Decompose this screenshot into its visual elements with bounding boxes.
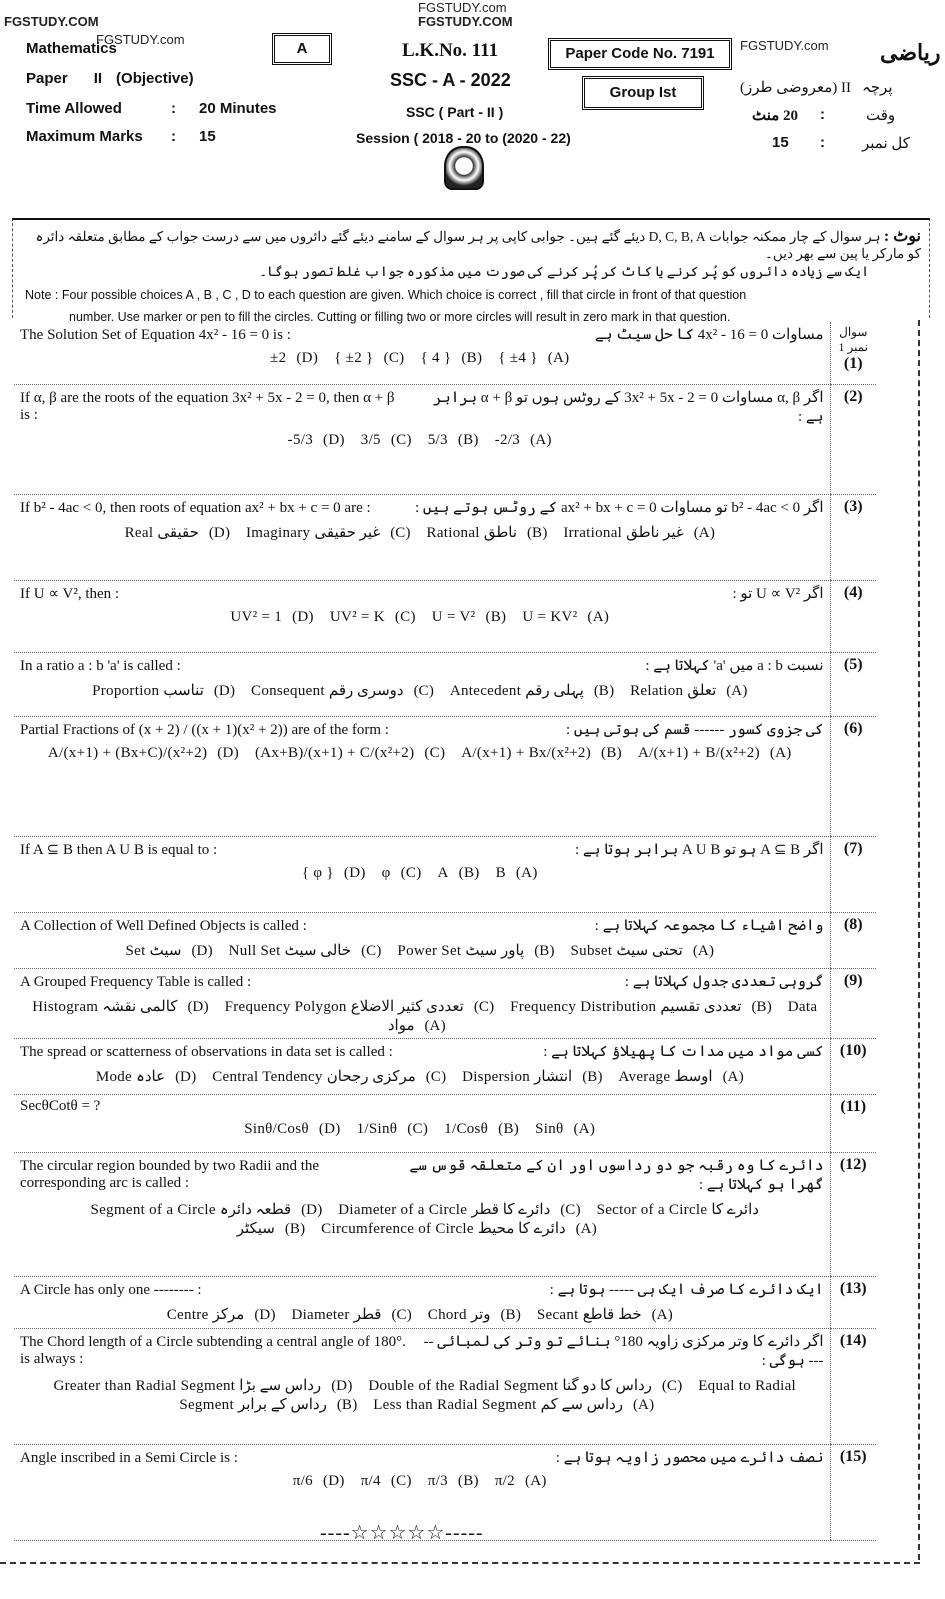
version-box: A [272, 33, 332, 65]
option-key[interactable]: (C) [390, 1472, 412, 1489]
option-key[interactable]: (C) [425, 1068, 447, 1085]
question-body [14, 1328, 830, 1444]
option-value: UV² = 1 [230, 608, 283, 625]
option-value: Histogram کالمی نقشہ [32, 998, 178, 1015]
question-number: (4) [830, 580, 876, 652]
question-body [14, 716, 830, 836]
marks-urdu-label: کل نمبر [862, 136, 910, 152]
question-body [14, 1038, 830, 1094]
option-key[interactable]: (A) [530, 431, 552, 448]
question-text-english: Partial Fractions of (x + 2) / ((x + 1)(x² + 2)) are of the form : [20, 721, 389, 738]
question-text-urdu: اگر b² - 4ac < 0 تو مساوات ax² + bx + c = 0 کے روٹس ہوتے ہیں : [415, 499, 824, 516]
option-key[interactable]: (C) [394, 608, 416, 625]
option-key[interactable]: (A) [575, 1220, 597, 1237]
question-number: سوال نمبر 1 (1) [830, 322, 876, 384]
option-key[interactable]: (C) [661, 1377, 683, 1394]
answer-options [20, 681, 824, 700]
option-key[interactable]: (C) [560, 1201, 581, 1218]
question-row [14, 1276, 876, 1328]
questions-table [14, 322, 876, 1541]
option-value: Frequency Polygon تعددی کثیر الاضلاع [224, 998, 464, 1015]
question-row [14, 1038, 876, 1094]
option-value: Circumference of Circle دائرے کا محیط [321, 1220, 566, 1237]
question-text-urdu: کی جزوی کسور ------ قسم کی ہوتی ہیں : [566, 721, 824, 738]
question-row [14, 968, 876, 1038]
option-value: Relation تعلق [630, 682, 717, 699]
option-value: { φ } [301, 864, 334, 881]
option-value: Secant خط قاطع [536, 1306, 642, 1323]
question-row [14, 912, 876, 968]
question-body [14, 912, 830, 968]
answer-options [20, 865, 824, 882]
option-key[interactable]: (A) [722, 1068, 744, 1085]
option-value: Frequency Distribution تعددی تقسیم [510, 998, 742, 1015]
question-text-urdu: ایک دائرے کا صرف ایک ہی ----- ہوتا ہے : [549, 1281, 824, 1298]
question-number: (7) [830, 836, 876, 912]
question-body [14, 384, 830, 494]
question-number: (6) [830, 716, 876, 836]
marks-line: Maximum Marks : 15 [26, 128, 216, 145]
option-key[interactable]: (C) [424, 744, 446, 761]
option-key[interactable]: (C) [473, 998, 495, 1015]
question-text-english: If b² - 4ac < 0, then roots of equation ax² + bx + c = 0 are : [20, 499, 371, 516]
paper-urdu-label: پرچہ [862, 80, 893, 96]
option-key[interactable]: (C) [390, 524, 411, 541]
question-text-urdu: نسبت a : b میں 'a' کہلاتا ہے : [645, 657, 824, 674]
question-row [14, 322, 876, 384]
time-label: Time Allowed [26, 100, 122, 117]
option-value: π/4 [360, 1472, 381, 1489]
option-value: Proportion تناسب [92, 682, 204, 699]
option-value: Dispersion انتشار [462, 1068, 573, 1085]
answer-options [20, 941, 824, 960]
paper-label: Paper [26, 70, 68, 87]
option-value: Irrational غیر ناطق [563, 524, 684, 541]
option-key[interactable]: (A) [633, 1396, 655, 1413]
option-key[interactable]: (B) [593, 682, 615, 699]
option-value: Data مواد [387, 998, 818, 1034]
question-text-english: If U ∝ V², then : [20, 585, 120, 602]
answer-options [20, 609, 824, 626]
option-key[interactable]: (B) [527, 524, 548, 541]
question-text-urdu: اگر α, β مساوات 0 = 2 - 3x² + 5x کے روٹس ہوں تو α + β برابر ہے : [433, 389, 824, 425]
bottom-divider [0, 1562, 920, 1564]
option-key[interactable]: (D) [213, 682, 236, 699]
paper-number: II [93, 70, 103, 87]
question-text-urdu: اگر U ∝ V² تو : [732, 585, 824, 602]
time-value: 20 Minutes [199, 100, 277, 117]
question-text-urdu: مساوات 0 = 16 - 4x² کا حل سیٹ ہے [594, 327, 824, 343]
question-body [14, 494, 830, 580]
option-value: -2/3 [494, 431, 521, 448]
note-urdu-line2: ایک سے زیادہ دائروں کو پُر کرنے یا کاٹ کر پُر کرنے کی صورت میں مذکورہ جواب غلط تصور ہوگا۔ [259, 264, 869, 279]
paper-urdu-value: II (معروضی طرز) [740, 80, 851, 96]
watermark: FGSTUDY.com [418, 0, 507, 15]
marks-urdu-value: 15 [772, 134, 789, 151]
answer-options [20, 1473, 824, 1490]
question-text-english: SecθCotθ = ? [20, 1097, 101, 1114]
option-value: Central Tendency مرکزی رجحان [212, 1068, 416, 1085]
option-key[interactable]: (D) [208, 524, 230, 541]
option-key[interactable]: (A) [573, 1120, 596, 1137]
question-text-urdu: دائرے کا وہ رقبہ جو دو رداسوں اور ان کے متعلقہ قوس سے گھرا ہو کہلاتا ہے : [409, 1157, 824, 1193]
option-value: Subset تحتی سیٹ [570, 942, 683, 959]
option-value: 3/5 [360, 431, 381, 448]
paper-code-box: Paper Code No. 7191 [548, 38, 732, 70]
option-value: U = V² [431, 608, 476, 625]
option-key[interactable]: (A) [692, 942, 714, 959]
question-row [14, 1152, 876, 1276]
question-number: (11) [830, 1094, 876, 1152]
option-value: Diameter قطر [291, 1306, 382, 1323]
option-value: 5/3 [427, 431, 448, 448]
time-urdu-value: 20 منٹ [752, 108, 799, 124]
option-key[interactable]: (C) [361, 942, 382, 959]
page-border [918, 320, 920, 1560]
option-key[interactable]: (B) [458, 864, 480, 881]
group-box: Group Ist [582, 76, 704, 110]
option-key[interactable]: (B) [500, 1306, 521, 1323]
option-key[interactable]: (D) [322, 1472, 345, 1489]
question-text-english: In a ratio a : b 'a' is called : [20, 657, 181, 674]
question-row [14, 384, 876, 494]
option-key[interactable]: (D) [292, 608, 314, 625]
option-value: Double of the Radial Segment رداس کا دو گنا [368, 1377, 652, 1394]
answer-options [20, 997, 824, 1035]
option-value: Average اوسط [618, 1068, 713, 1085]
option-key[interactable]: (B) [485, 608, 507, 625]
option-key[interactable]: (D) [318, 1120, 341, 1137]
option-key[interactable]: (A) [769, 744, 792, 761]
option-value: U = KV² [522, 608, 578, 625]
option-key[interactable]: (D) [301, 1201, 323, 1218]
question-body [14, 1152, 830, 1276]
question-row [14, 494, 876, 580]
note-urdu: نوٹ : ہر سوال کے چار ممکنہ جوابات D, C, B, A دیئے گئے ہیں۔ جوابی کاپی پر ہر سوال کے سامنے دیئے گئے دائروں میں سے درست جواب کے مطابق متعلقہ دائرہ کو مارکر یا پین سے بھر دیں۔ [35, 228, 921, 261]
watermark: FGSTUDY.COM [4, 14, 99, 29]
option-key[interactable]: (C) [413, 682, 434, 699]
option-value: 1/Cosθ [444, 1120, 489, 1137]
answer-options [20, 1121, 824, 1138]
option-value: -5/3 [287, 431, 314, 448]
question-body [14, 652, 830, 716]
option-key[interactable]: (D) [331, 1377, 353, 1394]
question-row [14, 1094, 876, 1152]
option-key[interactable]: (A) [726, 682, 748, 699]
watermark: FGSTUDY.com [96, 32, 185, 47]
question-text-english: The spread or scatterness of observations in data set is called : [20, 1043, 393, 1060]
time-line: Time Allowed : 20 Minutes [26, 100, 277, 117]
option-key[interactable]: (A) [547, 350, 570, 366]
option-key[interactable]: (D) [191, 942, 213, 959]
option-key[interactable]: (A) [524, 1472, 547, 1489]
paper-type: (Objective) [116, 70, 194, 87]
option-key[interactable]: (A) [515, 864, 538, 881]
option-value: Chord وتر [427, 1306, 491, 1323]
option-value: π/6 [292, 1472, 313, 1489]
option-value: 1/Sinθ [356, 1120, 398, 1137]
session: Session ( 2018 - 20 to (2020 - 22) [356, 130, 571, 146]
option-key[interactable]: (D) [343, 864, 366, 881]
question-label-urdu: سوال نمبر 1 [838, 325, 869, 354]
option-value: A/(x+1) + B/(x²+2) [637, 744, 760, 761]
watermark: FGSTUDY.com [740, 38, 829, 53]
answer-options [20, 350, 824, 367]
option-key[interactable]: (C) [391, 1306, 412, 1323]
subject: Mathematics [26, 40, 117, 57]
option-value: ±2 [270, 350, 287, 366]
question-text-urdu: گروہی تعددی جدول کہلاتا ہے : [624, 973, 824, 990]
option-value: π/3 [427, 1472, 448, 1489]
time-urdu-label: وقت [866, 108, 896, 124]
option-value: Sinθ [535, 1120, 564, 1137]
option-value: Consequent دوسری رقم [251, 682, 404, 699]
watermark: FGSTUDY.COM [418, 14, 513, 29]
answer-options [20, 1200, 824, 1238]
option-key[interactable]: (A) [651, 1306, 673, 1323]
question-text-english: If A ⊆ B then A U B is equal to : [20, 841, 218, 858]
answer-options [20, 1067, 824, 1086]
option-value: Greater than Radial Segment رداس سے بڑا [53, 1377, 322, 1394]
question-row [14, 580, 876, 652]
option-value: (Ax+B)/(x+1) + C/(x²+2) [255, 744, 415, 761]
exam-title: SSC - A - 2022 [390, 70, 511, 90]
question-text-english: The Chord length of a Circle subtending a central angle of 180°. is always : [20, 1333, 406, 1367]
instructions-note [12, 218, 930, 324]
option-key[interactable]: (D) [187, 998, 209, 1015]
board-logo-icon [444, 146, 484, 190]
question-body [14, 1094, 830, 1152]
option-value: { ±4 } [498, 350, 538, 366]
option-key[interactable]: (B) [498, 1120, 520, 1137]
question-number: (2) [830, 384, 876, 494]
option-key[interactable]: (B) [457, 431, 479, 448]
question-row [14, 836, 876, 912]
option-value: Real حقیقی [124, 524, 199, 541]
question-text-english: A Circle has only one -------- : [20, 1281, 202, 1298]
question-text-urdu: نصف دائرے میں محصور زاویہ ہوتا ہے : [555, 1449, 824, 1466]
option-value: B [495, 864, 506, 881]
option-key[interactable]: (D) [217, 744, 239, 761]
question-number: (9) [830, 968, 876, 1038]
question-body [14, 1276, 830, 1328]
option-value: Sinθ/Cosθ [244, 1120, 309, 1137]
option-value: A [437, 864, 449, 881]
question-body [14, 580, 830, 652]
question-number: (15) [830, 1444, 876, 1540]
option-key[interactable]: (B) [751, 998, 772, 1015]
question-text-urdu: اگر دائرے کا وتر مرکزی زاویہ 180° بنائے تو وتر کی لمبائی ----- ہوگی : [423, 1333, 824, 1369]
question-number: (5) [830, 652, 876, 716]
question-text-urdu: واضح اشیاء کا مجموعہ کہلاتا ہے : [594, 917, 824, 934]
note-english-line2: number. Use marker or pen to fill the circles. Cutting or filling two or more circles will result in zero mark in that question. [69, 310, 731, 324]
option-key[interactable]: (A) [424, 1017, 446, 1034]
lk-number: L.K.No. 111 [402, 40, 499, 61]
option-key[interactable]: (B) [534, 942, 555, 959]
option-key[interactable]: (A) [587, 608, 610, 625]
option-value: Set سیٹ [125, 942, 182, 959]
answer-options [20, 432, 824, 449]
question-text-english: The Solution Set of Equation 4x² - 16 = 0 is : [20, 327, 291, 343]
option-key[interactable]: (B) [582, 1068, 603, 1085]
question-number: (3) [830, 494, 876, 580]
answer-options [20, 523, 824, 542]
option-value: Segment of a Circle قطعہ دائرہ [90, 1201, 292, 1218]
question-text-english: Angle inscribed in a Semi Circle is : [20, 1449, 238, 1466]
answer-options [20, 1376, 824, 1414]
answer-options [20, 745, 824, 762]
option-value: A/(x+1) + Bx/(x²+2) [461, 744, 592, 761]
note-english-line1: Note : Four possible choices A , B , C , D to each question are given. Which choice is correct , fill that circle in front of that question [25, 288, 747, 302]
subject-urdu: ریاضی [880, 40, 941, 65]
option-value: UV² = K [329, 608, 385, 625]
option-key[interactable]: (C) [383, 350, 405, 366]
question-number: (14) [830, 1328, 876, 1444]
option-key[interactable]: (B) [461, 350, 483, 366]
option-value: A/(x+1) + (Bx+C)/(x²+2) [47, 744, 208, 761]
option-value: Rational ناطق [426, 524, 518, 541]
question-row [14, 652, 876, 716]
option-value: Mode عادہ [95, 1068, 166, 1085]
option-key[interactable]: (B) [284, 1220, 306, 1237]
option-key[interactable]: (D) [296, 350, 319, 366]
question-text-urdu: کسی مواد میں مدات کا پھیلاؤ کہلاتا ہے : [543, 1043, 824, 1060]
option-key[interactable]: (A) [693, 524, 715, 541]
marks-label: Maximum Marks [26, 128, 143, 145]
paper-line [26, 70, 194, 88]
option-value: { ±2 } [334, 350, 374, 366]
option-key[interactable]: (C) [390, 431, 412, 448]
option-value: φ [381, 864, 391, 881]
option-key[interactable]: (D) [254, 1306, 276, 1323]
question-text-urdu: اگر A ⊆ B ہو تو A U B برابر ہوتا ہے : [574, 841, 824, 858]
question-text-english: A Grouped Frequency Table is called : [20, 973, 252, 990]
option-value: Antecedent پہلی رقم [449, 682, 584, 699]
question-text-english: If α, β are the roots of the equation 3x² + 5x - 2 = 0, then α + β is : [20, 389, 395, 423]
option-value: π/2 [494, 1472, 515, 1489]
question-body [14, 322, 830, 384]
question-row [14, 716, 876, 836]
option-value: Centre مرکز [166, 1306, 245, 1323]
option-value: Imaginary غیر حقیقی [245, 524, 381, 541]
option-value: Sector of a Circle دائرے کا سیکٹر [236, 1201, 759, 1237]
question-text-english: A Collection of Well Defined Objects is called : [20, 917, 307, 934]
question-number: (13) [830, 1276, 876, 1328]
question-number: (8) [830, 912, 876, 968]
end-stars: ----☆☆☆☆☆----- [320, 1522, 484, 1544]
question-row [14, 1328, 876, 1444]
option-key[interactable]: (C) [400, 864, 422, 881]
question-number: (12) [830, 1152, 876, 1276]
option-key[interactable]: (C) [407, 1120, 429, 1137]
option-key[interactable]: (B) [336, 1396, 358, 1413]
question-number: (10) [830, 1038, 876, 1094]
option-value: { 4 } [420, 350, 452, 366]
marks-value: 15 [199, 128, 216, 145]
question-text-english: The circular region bounded by two Radii and the corresponding arc is called : [20, 1157, 320, 1191]
option-key[interactable]: (D) [323, 431, 345, 448]
option-key[interactable]: (D) [175, 1068, 197, 1085]
option-value: Null Set خالی سیٹ [228, 942, 352, 959]
option-value: Less than Radial Segment رداس سے کم [373, 1396, 624, 1413]
answer-options [20, 1305, 824, 1324]
option-value: Diameter of a Circle دائرے کا قطر [338, 1201, 551, 1218]
part: SSC ( Part - II ) [406, 104, 504, 120]
question-body [14, 968, 830, 1038]
option-key[interactable]: (B) [457, 1472, 479, 1489]
option-value: Power Set پاور سیٹ [397, 942, 525, 959]
option-key[interactable]: (B) [601, 744, 622, 761]
question-body [14, 836, 830, 912]
option-value: Equal to Radial Segment رداس کے برابر [179, 1377, 797, 1413]
